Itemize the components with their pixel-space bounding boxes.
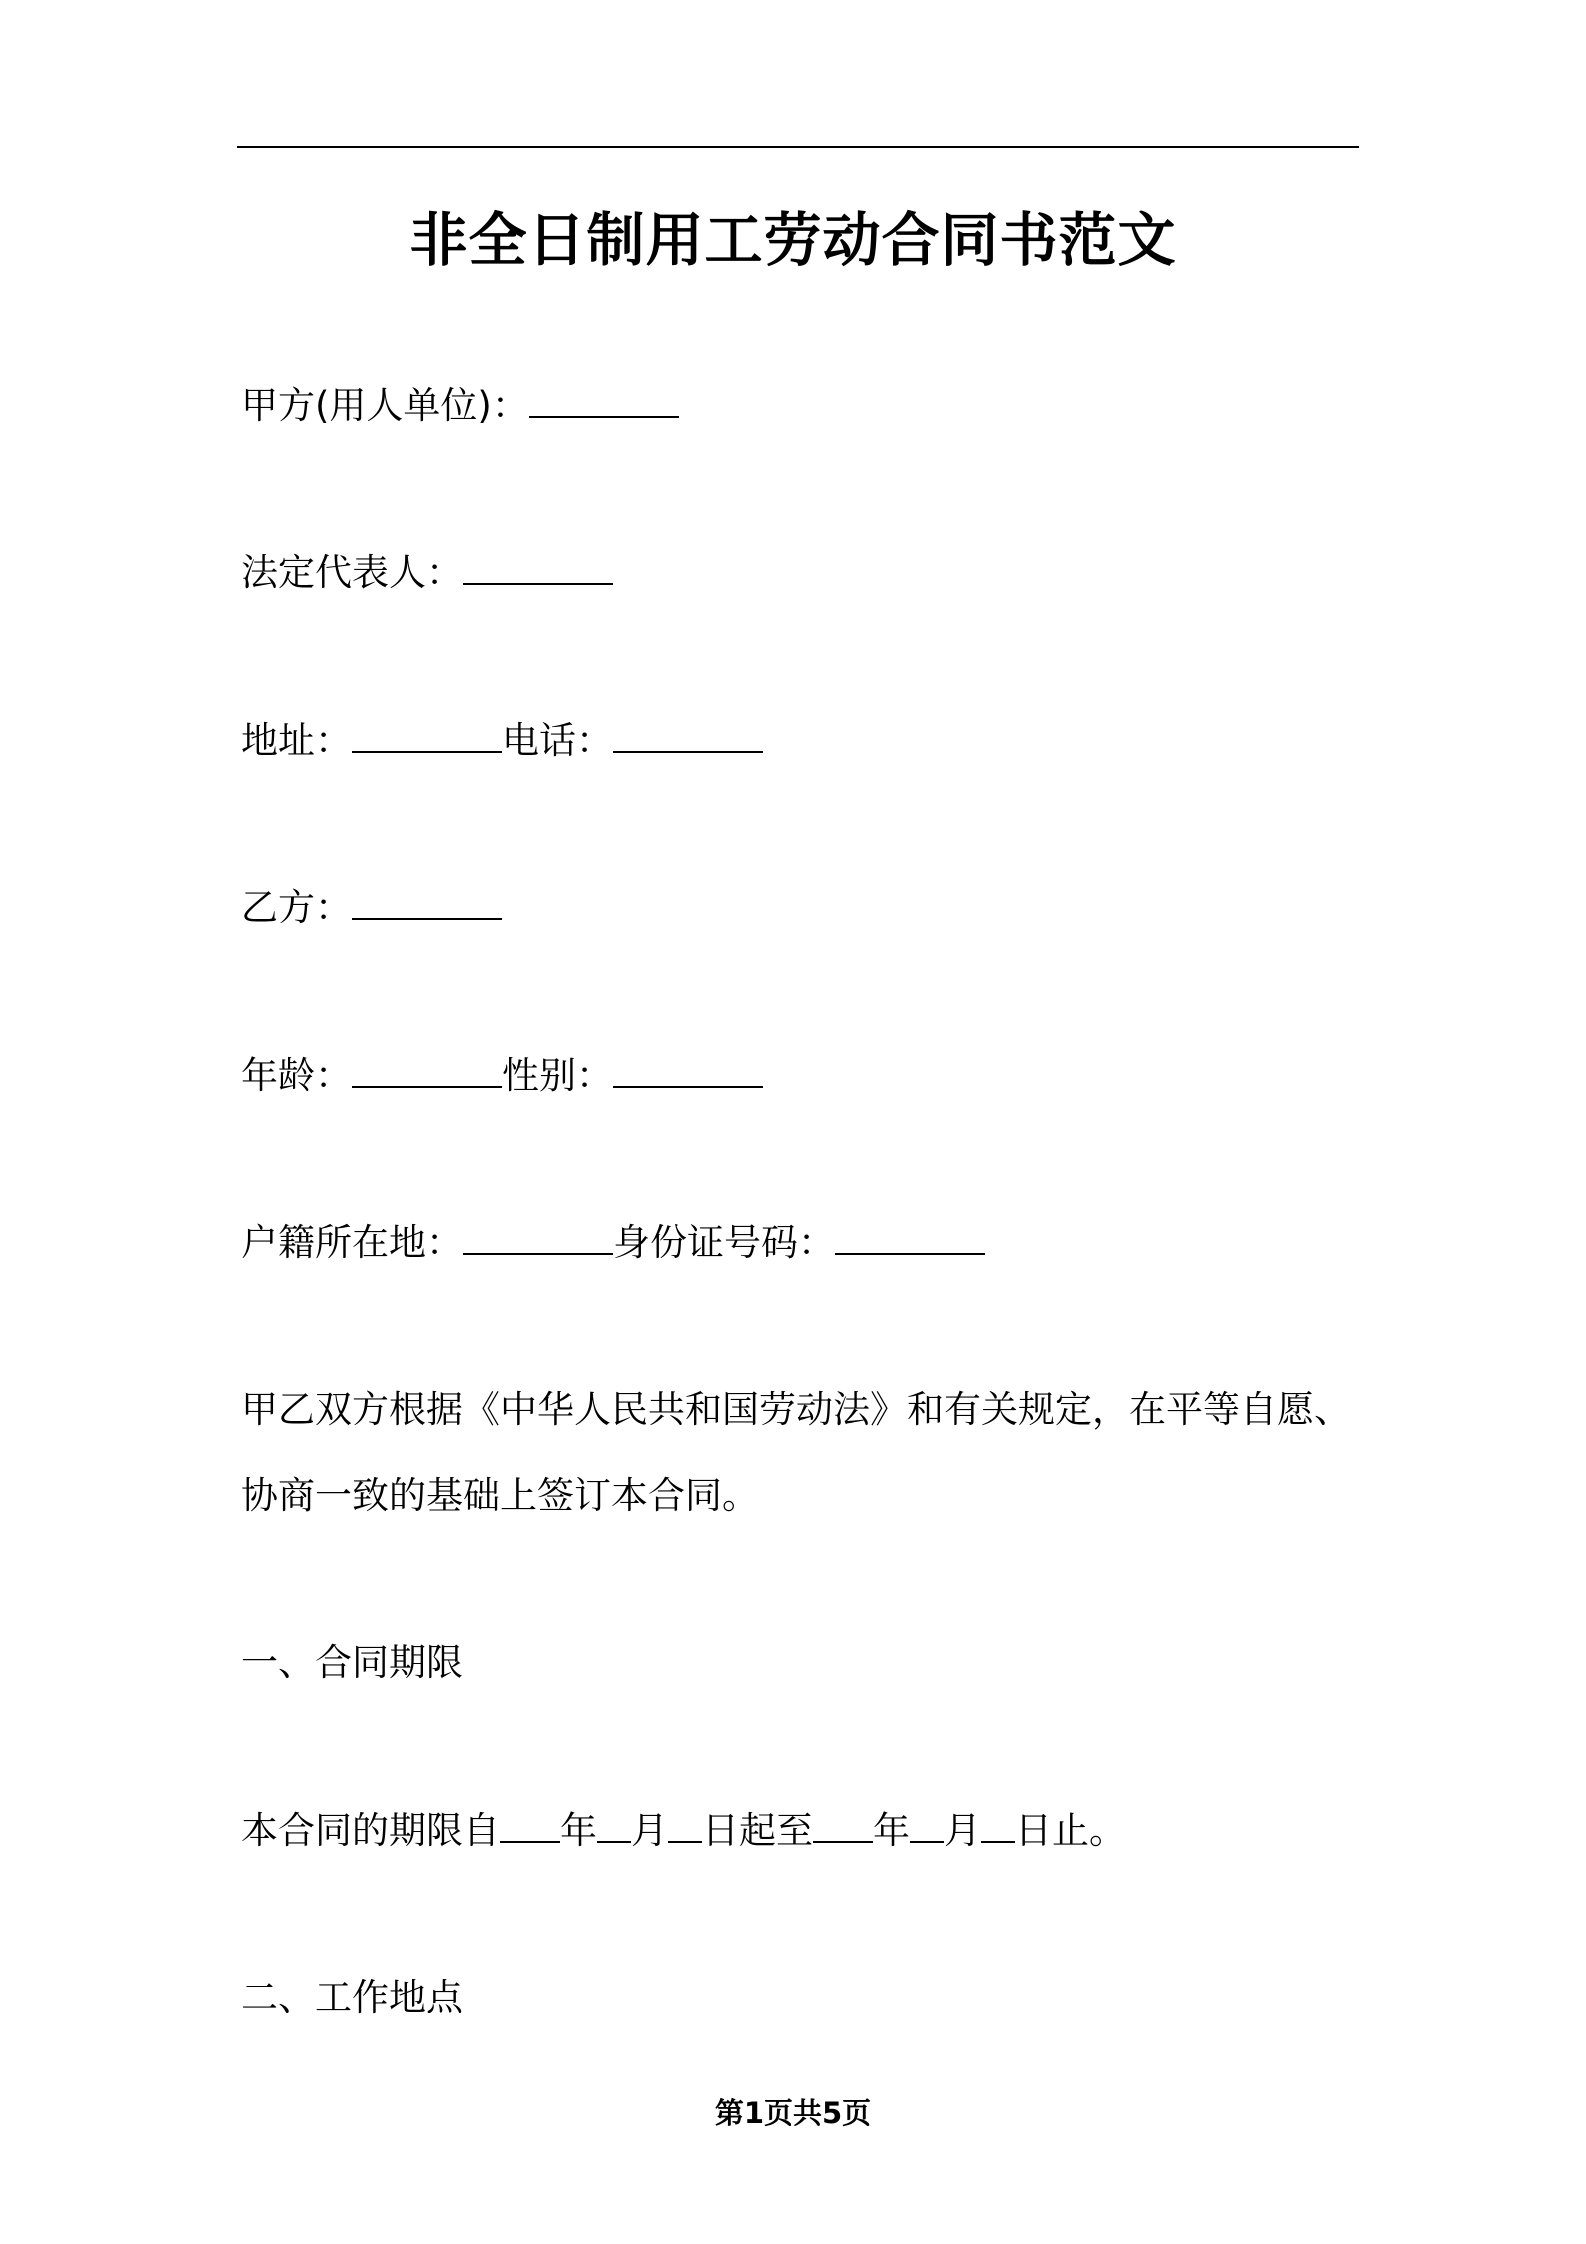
address-phone-line <box>241 716 763 766</box>
legal-rep-line <box>241 548 613 598</box>
id-number-label: 身份证号码： <box>613 1221 835 1264</box>
id-number-blank <box>835 1221 985 1255</box>
start-month-blank <box>597 1809 631 1843</box>
phone-blank <box>613 719 763 753</box>
party-a-label: 甲方(用人单位)： <box>241 384 529 427</box>
hukou-id-line <box>241 1218 985 1268</box>
age-gender-line <box>241 1051 763 1101</box>
contract-term-line <box>241 1806 1126 1856</box>
end-year-blank <box>813 1809 873 1843</box>
address-label: 地址： <box>241 719 352 762</box>
legal-rep-blank <box>463 551 613 585</box>
hukou-label: 户籍所在地： <box>241 1221 463 1264</box>
day-end-label: 日止。 <box>1015 1809 1126 1852</box>
month-label-1: 月 <box>631 1809 668 1852</box>
party-b-blank <box>352 886 502 920</box>
term-prefix: 本合同的期限自 <box>241 1809 500 1852</box>
section-heading-workplace: 二、工作地点 <box>241 1976 463 2019</box>
intro-line-2: 协商一致的基础上签订本合同。 <box>241 1474 759 1517</box>
gender-label: 性别： <box>502 1054 613 1097</box>
party-a-line <box>241 381 679 431</box>
page-indicator: 第1页共5页 <box>714 2096 872 2130</box>
document-title: 非全日制用工劳动合同书范文 <box>409 206 1177 274</box>
year-label-2: 年 <box>873 1809 910 1852</box>
start-year-blank <box>500 1809 560 1843</box>
year-label-1: 年 <box>560 1809 597 1852</box>
month-label-2: 月 <box>944 1809 981 1852</box>
age-blank <box>352 1054 502 1088</box>
legal-rep-label: 法定代表人： <box>241 551 463 594</box>
age-label: 年龄： <box>241 1054 352 1097</box>
day-to-label: 日起至 <box>702 1809 813 1852</box>
intro-line-1: 甲乙双方根据《中华人民共和国劳动法》和有关规定，在平等自愿、 <box>241 1388 1351 1431</box>
address-blank <box>352 719 502 753</box>
hukou-blank <box>463 1221 613 1255</box>
header-rule <box>237 146 1359 148</box>
section-heading-term: 一、合同期限 <box>241 1641 463 1684</box>
end-day-blank <box>981 1809 1015 1843</box>
start-day-blank <box>668 1809 702 1843</box>
party-b-line <box>241 883 502 933</box>
phone-label: 电话： <box>502 719 613 762</box>
party-a-blank <box>529 384 679 418</box>
party-b-label: 乙方： <box>241 886 352 929</box>
gender-blank <box>613 1054 763 1088</box>
end-month-blank <box>910 1809 944 1843</box>
